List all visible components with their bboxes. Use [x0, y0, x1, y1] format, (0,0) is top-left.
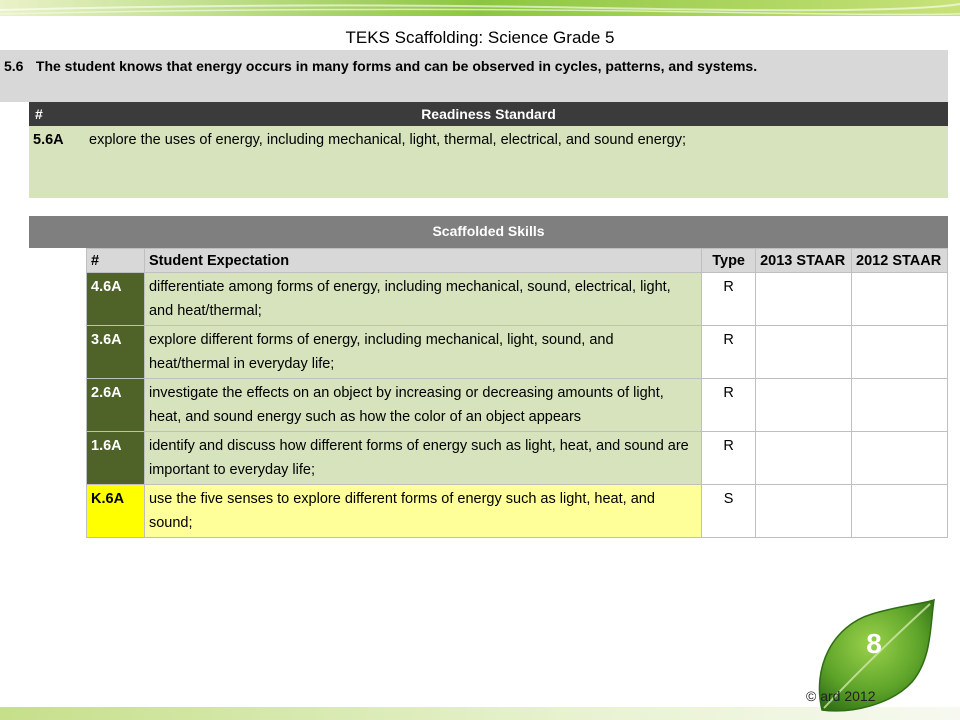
copyright: © ard 2012 [806, 688, 876, 704]
col-hash: # [87, 249, 145, 273]
row-staar-2013 [756, 432, 852, 485]
row-expectation: differentiate among forms of energy, including mechanical, sound, electrical, light, and heat/thermal; [144, 273, 701, 326]
row-expectation: explore different forms of energy, including mechanical, light, sound, and heat/thermal in everyday life; [144, 326, 701, 379]
row-type: R [702, 326, 756, 379]
row-code: 2.6A [87, 379, 145, 432]
row-staar-2012 [852, 485, 948, 538]
page-number: 8 [866, 628, 882, 659]
table-row [87, 273, 948, 326]
row-staar-2012 [852, 326, 948, 379]
row-staar-2012 [852, 273, 948, 326]
readiness-header [29, 102, 948, 126]
scaffolded-indent [29, 248, 86, 272]
row-staar-2013 [756, 326, 852, 379]
strand-number: 5.6 [4, 58, 24, 74]
row-code: 3.6A [87, 326, 145, 379]
row-staar-2012 [852, 379, 948, 432]
row-expectation: use the five senses to explore different forms of energy such as light, heat, and sound; [144, 485, 701, 538]
row-staar-2013 [756, 485, 852, 538]
row-code: 4.6A [87, 273, 145, 326]
col-student-expectation: Student Expectation [144, 249, 701, 273]
scaffolded-header: Scaffolded Skills [29, 216, 948, 248]
row-code: 1.6A [87, 432, 145, 485]
readiness-text: explore the uses of energy, including mechanical, light, thermal, electrical, and sound energy; [89, 132, 686, 148]
col-type: Type [702, 249, 756, 273]
readiness-code: 5.6A [33, 132, 64, 148]
top-banner [0, 0, 960, 16]
row-type: R [702, 273, 756, 326]
row-type: S [702, 485, 756, 538]
row-code: K.6A [87, 485, 145, 538]
row-type: R [702, 379, 756, 432]
readiness-header-label: Readiness Standard [421, 106, 556, 122]
col-2012-staar: 2012 STAAR [852, 249, 948, 273]
strand-text: The student knows that energy occurs in many forms and can be observed in cycles, patterns, and systems. [35, 58, 758, 74]
table-header-row [87, 249, 948, 273]
table-row [87, 485, 948, 538]
standard-strand [0, 50, 948, 102]
scaffolded-table [86, 248, 948, 538]
row-expectation: investigate the effects on an object by increasing or decreasing amounts of light, heat, and sound energy such as how the color of an object appears [144, 379, 701, 432]
row-staar-2012 [852, 432, 948, 485]
row-type: R [702, 432, 756, 485]
row-staar-2013 [756, 379, 852, 432]
row-expectation: identify and discuss how different forms of energy such as light, heat, and sound are important to everyday life; [144, 432, 701, 485]
table-row [87, 326, 948, 379]
page-title: TEKS Scaffolding: Science Grade 5 [345, 28, 615, 47]
table-row [87, 379, 948, 432]
col-2013-staar: 2013 STAAR [756, 249, 852, 273]
readiness-body [29, 126, 948, 198]
table-row [87, 432, 948, 485]
row-staar-2013 [756, 273, 852, 326]
readiness-hash: # [35, 106, 43, 122]
